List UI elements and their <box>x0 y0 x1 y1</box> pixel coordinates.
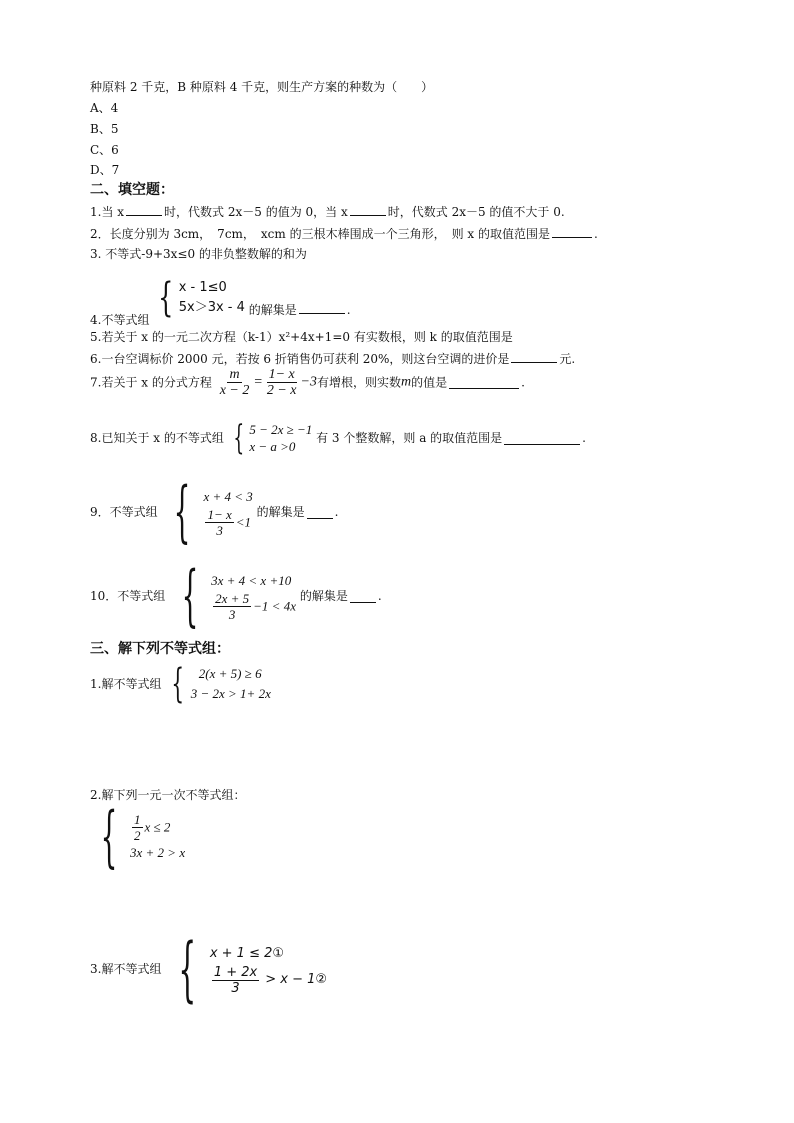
q4-suffix: 的解集是 <box>248 302 297 317</box>
fraction-denominator: 2 − x <box>266 383 297 398</box>
q6-end: 元. <box>559 352 576 366</box>
left-brace: { <box>233 418 244 458</box>
answer-blank[interactable] <box>511 350 557 363</box>
q9-row-2-tail: <1 <box>235 514 252 529</box>
question-9 <box>90 473 339 550</box>
q2-text: 2．长度分别为 3cm， 7cm， xcm 的三根木棒围成一个三角形， 则 x 的取值范围是 <box>90 227 550 241</box>
fraction-numerator: 1− x <box>268 367 295 382</box>
fraction-numerator: 1 + 2x <box>213 964 258 980</box>
q10-system <box>169 557 296 634</box>
q7-equals: = <box>253 374 263 390</box>
answer-blank[interactable] <box>350 203 386 216</box>
fraction-numerator: m <box>229 367 240 382</box>
q4-row-2: 5x＞3x - 4 <box>178 300 245 315</box>
p1-system <box>165 661 271 707</box>
fraction-numerator: 1− x <box>207 506 232 522</box>
q7-end: . <box>521 375 525 390</box>
q4-prefix: 4.不等式组 <box>90 312 150 327</box>
section-2-title: 二、填空题： <box>90 182 174 198</box>
q8-row-1: 5 − 2x ≥ −1 <box>249 422 313 437</box>
problem-3 <box>90 928 328 1010</box>
question-10 <box>90 557 382 634</box>
answer-blank[interactable] <box>552 225 592 238</box>
fraction-denominator: 3 <box>216 522 223 538</box>
q10-row-1: 3x + 4 < x +10 <box>211 572 292 588</box>
problem-2-system <box>88 798 186 875</box>
fraction-denominator: 3 <box>228 606 236 622</box>
left-brace: { <box>171 661 185 707</box>
left-brace: { <box>174 473 191 550</box>
option-d: D、7 <box>90 163 120 177</box>
q8-end: . <box>582 431 586 445</box>
answer-blank[interactable] <box>307 506 333 519</box>
fraction-numerator: 2x + 5 <box>215 590 250 606</box>
q9-suffix: 的解集是 <box>256 505 305 519</box>
answer-blank[interactable] <box>350 590 376 603</box>
q4-system <box>153 275 245 321</box>
option-a: A、4 <box>90 101 119 115</box>
q10-prefix: 10．不等式组 <box>90 589 166 603</box>
intro-line: 种原料 2 千克，B 种原料 4 千克，则生产方案的种数为（ ） <box>90 80 434 94</box>
answer-blank[interactable] <box>299 301 345 314</box>
q7-fraction-1 <box>218 367 252 398</box>
p1-prefix: 1.解不等式组 <box>90 677 162 691</box>
q10-end: . <box>377 589 382 603</box>
option-c: C、6 <box>90 143 119 157</box>
q8-suffix: 有 3 个整数解，则 a 的取值范围是 <box>316 431 503 445</box>
p3-prefix: 3.解不等式组 <box>90 962 162 976</box>
section-3-title: 三、解下列不等式组： <box>90 641 230 657</box>
q9-end: . <box>334 505 339 519</box>
fraction-denominator: 3 <box>231 980 240 996</box>
fraction-denominator: 2 <box>134 827 141 843</box>
q9-system <box>161 473 253 550</box>
question-5: 5.若关于 x 的一元二次方程（k-1）x²+4x+1=0 有实数根，则 k 的取值范围是 <box>90 330 513 344</box>
p1-row-2: 3 − 2x > 1+ 2x <box>190 686 271 701</box>
q7-prefix: 7.若关于 x 的分式方程 <box>90 375 212 390</box>
left-brace: { <box>100 798 118 875</box>
option-b: B、5 <box>90 122 119 136</box>
answer-blank[interactable] <box>504 432 580 445</box>
q9-row-1: x + 4 < 3 <box>203 488 253 504</box>
p3-row-1: x + 1 ≤ 2① <box>209 945 285 961</box>
q10-row-2-tail: −1 < 4x <box>253 598 296 613</box>
p2-row-2: 3x + 2 > x <box>130 844 186 860</box>
p2-row-1-tail: x ≤ 2 <box>144 819 171 834</box>
p2-row-1 <box>130 812 185 843</box>
q7-fraction-2 <box>265 367 299 398</box>
question-4 <box>90 268 351 327</box>
q8-system <box>228 418 313 458</box>
q4-row-1: x - 1≤0 <box>178 280 227 295</box>
q9-row-2 <box>203 507 252 538</box>
q7-minus: −3 <box>300 374 317 390</box>
p1-row-1: 2(x + 5) ≥ 6 <box>198 666 262 681</box>
q10-row-2 <box>211 591 296 622</box>
q7-variable: m <box>400 374 412 390</box>
question-6 <box>90 350 575 367</box>
p3-system <box>165 928 328 1010</box>
problem-1 <box>90 661 271 707</box>
q1-text-c: 时，代数式 2x－5 的值不大于 0. <box>387 205 565 219</box>
left-brace: { <box>178 928 197 1010</box>
fraction-numerator: 1 <box>134 811 141 827</box>
fraction-denominator: x − 2 <box>219 383 250 398</box>
q8-prefix: 8.已知关于 x 的不等式组 <box>90 431 224 445</box>
problem-2-title: 2.解下列一元一次不等式组： <box>90 788 246 802</box>
q7-suffix: 的值是 <box>411 375 448 390</box>
q8-row-2: x − a >0 <box>249 439 296 454</box>
question-1 <box>90 203 565 220</box>
answer-blank[interactable] <box>449 376 519 389</box>
question-8 <box>90 418 586 458</box>
left-brace: { <box>158 275 174 321</box>
q10-suffix: 的解集是 <box>299 589 348 603</box>
q1-text-b: 时，代数式 2x－5 的值为 0，当 x <box>164 205 348 219</box>
answer-blank[interactable] <box>126 203 162 216</box>
p3-row-2-tail: > x − 1② <box>265 972 328 987</box>
q1-text-a: 1.当 x <box>90 205 125 219</box>
question-2 <box>90 225 598 242</box>
q7-mid: 有增根，则实数 <box>316 375 401 390</box>
question-3: 3. 不等式-9+3x≤0 的非负整数解的和为 <box>90 247 307 261</box>
q2-end: . <box>594 227 598 241</box>
q4-end: . <box>346 302 351 317</box>
p3-row-2 <box>210 965 327 996</box>
left-brace: { <box>181 557 199 634</box>
q9-prefix: 9．不等式组 <box>90 505 158 519</box>
question-7 <box>90 367 525 398</box>
q6-text: 6.一台空调标价 2000 元，若按 6 折销售仍可获利 20%，则这台空调的进价是 <box>90 352 510 366</box>
